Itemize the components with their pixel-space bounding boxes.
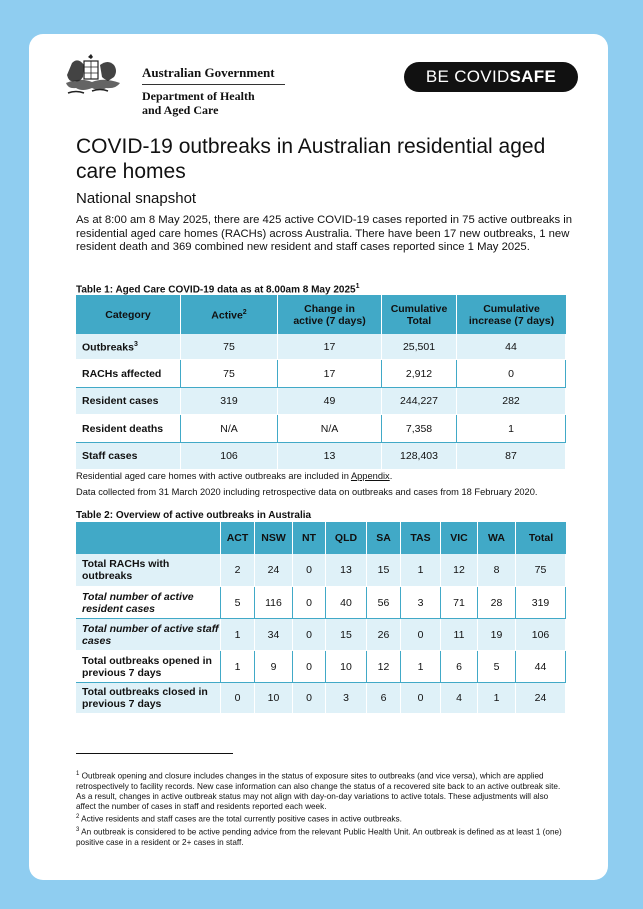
row-label-sup: 3 — [133, 341, 138, 349]
cell-nt: 0 — [293, 554, 326, 587]
t2-header-nsw: NSW — [255, 522, 293, 554]
t1-header-change: Change in active (7 days) — [278, 295, 382, 334]
footnote-text: An outbreak is considered to be active pending advice from the relevant Public Health Unit. An outbreak is defined as at least 1 (one) positive case in a resident or 2+ cases in staff. — [76, 827, 562, 847]
cell-total: 44 — [516, 651, 566, 683]
footnote-1 — [76, 769, 570, 812]
cell-qld: 15 — [326, 619, 367, 651]
cell-change: N/A — [278, 415, 382, 443]
cell-nt: 0 — [293, 683, 326, 714]
cell-change: 49 — [278, 388, 382, 415]
row-label: Total number of active resident cases — [76, 587, 221, 619]
row-label: Staff cases — [76, 443, 181, 470]
cell-increase: 44 — [457, 334, 566, 360]
t1-header-cum-increase: Cumulative increase (7 days) — [457, 295, 566, 334]
t2-header-nt: NT — [293, 522, 326, 554]
appendix-link[interactable]: Appendix — [350, 471, 390, 481]
cell-act: 1 — [221, 651, 255, 683]
row-label: Resident cases — [76, 388, 181, 415]
row-label: RACHs affected — [76, 360, 181, 388]
t2-header-wa: WA — [478, 522, 516, 554]
cell-sa: 56 — [367, 587, 401, 619]
table1 — [76, 295, 566, 470]
coat-of-arms-logo — [62, 53, 136, 109]
page-subtitle: National snapshot — [76, 190, 197, 207]
cell-qld: 3 — [326, 683, 367, 714]
cell-vic: 6 — [441, 651, 478, 683]
cell-increase: 282 — [457, 388, 566, 415]
cell-vic: 11 — [441, 619, 478, 651]
cell-wa: 8 — [478, 554, 516, 587]
row-label-text: Outbreaks — [82, 341, 134, 354]
page-title: COVID-19 outbreaks in Australian residential aged care homes — [76, 135, 546, 183]
gov-name: Australian Government — [142, 65, 275, 80]
government-wordmark — [142, 65, 292, 117]
cell-cumulative: 2,912 — [382, 360, 457, 388]
cell-sa: 12 — [367, 651, 401, 683]
table2 — [76, 522, 566, 714]
department-name-line2: and Aged Care — [142, 103, 219, 117]
table-row — [76, 619, 566, 651]
t1-header-active-text: Active — [211, 309, 243, 322]
cell-act: 5 — [221, 587, 255, 619]
cell-nsw: 116 — [255, 587, 293, 619]
t1-header-cumulative: Cumulative Total — [382, 295, 457, 334]
cell-increase: 0 — [457, 360, 566, 388]
row-label: Total number of active staff cases — [76, 619, 221, 651]
t2-header-qld: QLD — [326, 522, 367, 554]
note-text: Residential aged care homes with active outbreaks are included in — [76, 471, 351, 481]
table-row — [76, 334, 566, 360]
t2-header-vic: VIC — [441, 522, 478, 554]
row-label: Total RACHs with outbreaks — [76, 554, 221, 587]
cell-nsw: 9 — [255, 651, 293, 683]
cell-wa: 1 — [478, 683, 516, 714]
cell-change: 17 — [278, 360, 382, 388]
cell-tas: 0 — [401, 683, 441, 714]
table1-caption — [76, 283, 359, 295]
cell-increase: 1 — [457, 415, 566, 443]
table-row — [76, 683, 566, 714]
cell-active: 106 — [181, 443, 278, 470]
table-row — [76, 360, 566, 388]
table2-caption: Table 2: Overview of active outbreaks in Australia — [76, 510, 312, 521]
cell-wa: 5 — [478, 651, 516, 683]
cell-change: 13 — [278, 443, 382, 470]
footnote-3 — [76, 825, 570, 848]
cell-total: 106 — [516, 619, 566, 651]
row-label: Total outbreaks closed in previous 7 days — [76, 683, 221, 714]
cell-qld: 10 — [326, 651, 367, 683]
table1-header-row — [76, 295, 566, 334]
footnote-divider — [76, 753, 233, 754]
cell-cumulative: 244,227 — [382, 388, 457, 415]
cell-qld: 13 — [326, 554, 367, 587]
intro-paragraph: As at 8:00 am 8 May 2025, there are 425 active COVID-19 cases reported in 75 active outbreaks in residential aged care homes (RACHs) across Australia. There have been 17 new outbreaks, 1 new resident death and 369 combined new resident and staff cases reported since 1 May 2025. — [76, 214, 573, 254]
document-page — [29, 34, 608, 880]
row-label: Resident deaths — [76, 415, 181, 443]
footnote-text: Outbreak opening and closure includes changes in the status of exposure sites to outbreaks (and vice versa), which are applied retrospectively to facility records. New case information can also change the status of a recovered site back to an active outbreak site. As a result, changes in active outbreak status may not align with day-on-day variations to active totals. These adjustments will also affect the number of cases in staff and residents reported each week. — [76, 771, 561, 811]
footnote-2 — [76, 812, 570, 825]
cell-active: 75 — [181, 334, 278, 360]
cell-vic: 71 — [441, 587, 478, 619]
cell-change: 17 — [278, 334, 382, 360]
cell-act: 1 — [221, 619, 255, 651]
row-label — [76, 334, 181, 360]
cell-total: 319 — [516, 587, 566, 619]
table1-caption-text: Table 1: Aged Care COVID-19 data as at 8.00am 8 May 2025 — [76, 284, 356, 296]
cell-active: 319 — [181, 388, 278, 415]
cell-increase: 87 — [457, 443, 566, 470]
table-row — [76, 415, 566, 443]
cell-cumulative: 7,358 — [382, 415, 457, 443]
be-covidsafe-badge — [404, 62, 578, 92]
table-row — [76, 443, 566, 470]
t2-header-act: ACT — [221, 522, 255, 554]
cell-vic: 12 — [441, 554, 478, 587]
cell-tas: 1 — [401, 554, 441, 587]
table-row — [76, 554, 566, 587]
wordmark-divider — [142, 84, 285, 85]
cell-sa: 15 — [367, 554, 401, 587]
t2-header-blank — [76, 522, 221, 554]
cell-tas: 3 — [401, 587, 441, 619]
cell-act: 2 — [221, 554, 255, 587]
cell-wa: 19 — [478, 619, 516, 651]
cell-total: 24 — [516, 683, 566, 714]
cell-sa: 26 — [367, 619, 401, 651]
badge-text-bold: SAFE — [509, 67, 557, 86]
cell-total: 75 — [516, 554, 566, 587]
badge-text-regular: BE COVID — [425, 67, 510, 86]
t2-header-tas: TAS — [401, 522, 441, 554]
cell-tas: 0 — [401, 619, 441, 651]
cell-active: N/A — [181, 415, 278, 443]
table-row — [76, 587, 566, 619]
footnote-sup: 1 — [76, 771, 80, 777]
cell-wa: 28 — [478, 587, 516, 619]
cell-qld: 40 — [326, 587, 367, 619]
t1-header-category: Category — [76, 295, 181, 334]
cell-nt: 0 — [293, 587, 326, 619]
table1-note-appendix — [76, 470, 392, 482]
cell-nsw: 10 — [255, 683, 293, 714]
cell-tas: 1 — [401, 651, 441, 683]
table1-caption-sup: 1 — [355, 283, 360, 290]
note-text-end: . — [389, 471, 393, 481]
t1-header-active — [181, 295, 278, 334]
table-row — [76, 388, 566, 415]
cell-cumulative: 128,403 — [382, 443, 457, 470]
cell-nsw: 24 — [255, 554, 293, 587]
cell-vic: 4 — [441, 683, 478, 714]
table2-header-row — [76, 522, 566, 554]
footnote-sup: 3 — [76, 827, 80, 833]
table-row — [76, 651, 566, 683]
footnote-text: Active residents and staff cases are the total currently positive cases in active outbreaks. — [81, 814, 402, 824]
cell-nt: 0 — [293, 651, 326, 683]
footnote-sup: 2 — [76, 814, 80, 820]
t2-header-total: Total — [516, 522, 566, 554]
cell-act: 0 — [221, 683, 255, 714]
t1-header-active-sup: 2 — [242, 309, 247, 317]
row-label: Total outbreaks opened in previous 7 days — [76, 651, 221, 683]
table1-note-collection: Data collected from 31 March 2020 including retrospective data on outbreaks and cases from 18 February 2020. — [76, 487, 538, 497]
cell-nsw: 34 — [255, 619, 293, 651]
cell-cumulative: 25,501 — [382, 334, 457, 360]
department-name-line1: Department of Health — [142, 89, 255, 103]
t2-header-sa: SA — [367, 522, 401, 554]
cell-nt: 0 — [293, 619, 326, 651]
cell-sa: 6 — [367, 683, 401, 714]
cell-active: 75 — [181, 360, 278, 388]
